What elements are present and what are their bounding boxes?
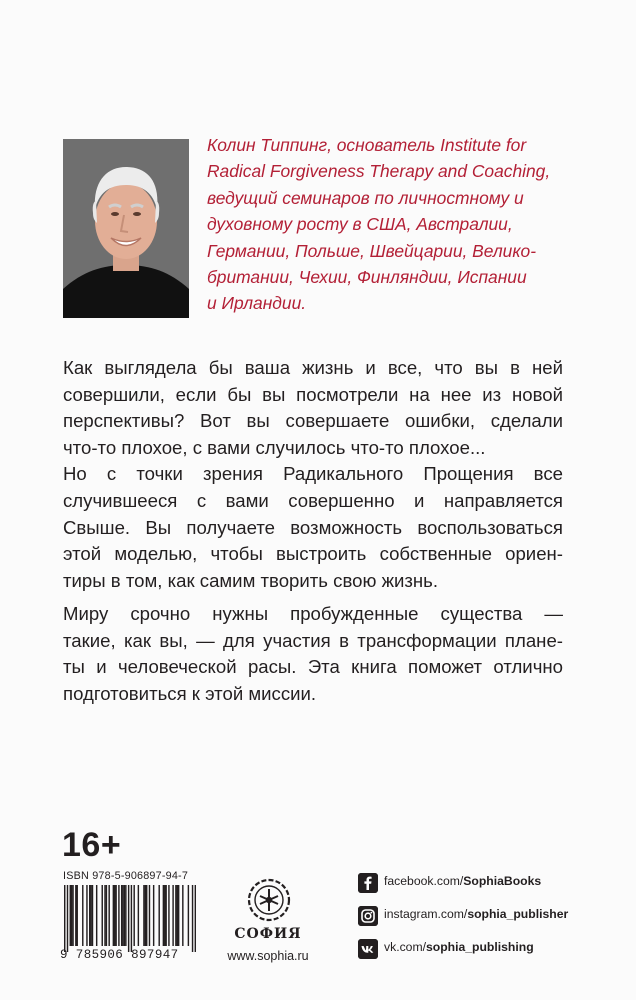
vk-link-text [384,940,534,954]
barcode-bar [122,885,123,946]
social-prefix: vk.com/ [384,940,426,954]
social-prefix: instagram.com/ [384,907,468,921]
publisher-logo-icon[interactable] [247,878,291,922]
barcode-bar [192,885,193,952]
instagram-link-text [384,907,568,921]
author-bio-line: ведущий семинаров по личностному и [207,187,524,208]
barcode-bar [82,885,83,946]
author-bio-line: британии, Чехии, Финляндии, Испании [207,267,527,288]
barcode-bar [118,885,119,946]
barcode-bar [124,885,125,946]
author-bio-line: и Ирландии. [207,293,307,314]
barcode-bar [75,885,76,946]
barcode-bar [72,885,73,946]
description-line: тиры в том, как самим творить свою жизнь. [63,569,439,591]
barcode-bar [128,885,129,952]
barcode-bar [146,885,147,946]
barcode-bar [143,885,144,946]
barcode-bar [114,885,115,946]
description-line: Миру срочно нужны пробужденные существа — [63,603,563,624]
barcode-bar [188,885,189,946]
social-prefix: facebook.com/ [384,874,464,888]
description-line: такие, как вы, — для участия в трансформации плане- [63,629,563,651]
barcode-bar [108,885,109,946]
barcode-bar [90,885,91,946]
author-photo [63,139,189,318]
barcode-bar [106,885,107,946]
publisher-name: СОФИЯ [234,926,302,942]
description-line: Но с точки зрения Радикального Прощения все [63,463,563,485]
barcode-bar [175,885,176,946]
barcode-bar [158,885,159,946]
barcode-bar [138,885,139,946]
barcode-bar [133,885,134,946]
social-handle: SophiaBooks [463,874,542,888]
instagram-icon [358,906,378,926]
barcode-bar [165,885,166,946]
barcode [64,885,196,952]
barcode-bar [168,885,169,946]
description-line: подготовиться к этой миссии. [63,682,317,704]
description-line: ты и человеческой расы. Эта книга поможет отлично [63,656,563,678]
author-bio-line: Германии, Польше, Швейцарии, Велико- [207,240,537,261]
barcode-bar [113,885,114,946]
barcode-bar [153,885,154,946]
barcode-bar [71,885,72,946]
barcode-bar [149,885,150,946]
description-paragraph-2 [63,601,563,707]
author-bio [207,132,563,317]
barcode-bar [145,885,146,946]
description-line: случившееся с вами совершенно и направляется [63,489,563,511]
social-handle: sophia_publishing [425,940,534,954]
barcode-bar [86,885,87,946]
description-line: перспективы? Вот вы совершаете ошибки, сделали [63,410,563,432]
facebook-icon [358,873,378,893]
description-line: что-то плохое, с вами случилось что-то плохое... [63,436,486,458]
author-bio-line: Колин Типпинг, основатель Institute for [207,135,527,155]
barcode-bar [125,885,126,946]
barcode-bar [163,885,164,946]
description-line: этой моделью, чтобы выстроить собственные ориен- [63,543,563,565]
description-line: Свыше. Вы получаете возможность воспользоваться [63,516,563,538]
barcode-bar [77,885,78,946]
barcode-bar [178,885,179,946]
isbn-label: ISBN 978-5-906897-94-7 [63,870,189,882]
vk-icon [358,939,378,959]
barcode-bar [102,885,103,946]
barcode-bar [96,885,97,946]
author-bio-line: Radical Forgiveness Therapy and Coaching, [207,161,551,182]
description-paragraph-1 [63,355,563,594]
barcode-bar [92,885,93,946]
barcode-bar [70,885,71,946]
facebook-link-text [384,874,541,888]
barcode-bar [172,885,173,946]
author-portrait-illustration [63,139,189,318]
barcode-bar [164,885,165,946]
barcode-bar [177,885,178,946]
description-line: Как выглядела бы ваша жизнь и все, что вы в ней [63,357,563,378]
barcode-bar [64,885,65,952]
barcode-bar [195,885,196,952]
age-rating: 16+ [62,826,122,864]
barcode-bar [89,885,90,946]
barcode-bar [104,885,105,946]
barcode-bar [182,885,183,946]
barcode-bar [67,885,68,952]
social-handle: sophia_publisher [467,907,569,921]
barcode-bar [115,885,116,946]
barcode-bar [121,885,122,946]
publisher-website-link[interactable]: www.sophia.ru [227,949,309,963]
description-line: совершили, если бы вы посмотрели на нее из новой [63,383,563,405]
barcode-digits: 9 785906 897947 [60,948,179,962]
barcode-bar [131,885,132,952]
author-bio-line: духовному росту в США, Австралии, [207,214,513,235]
